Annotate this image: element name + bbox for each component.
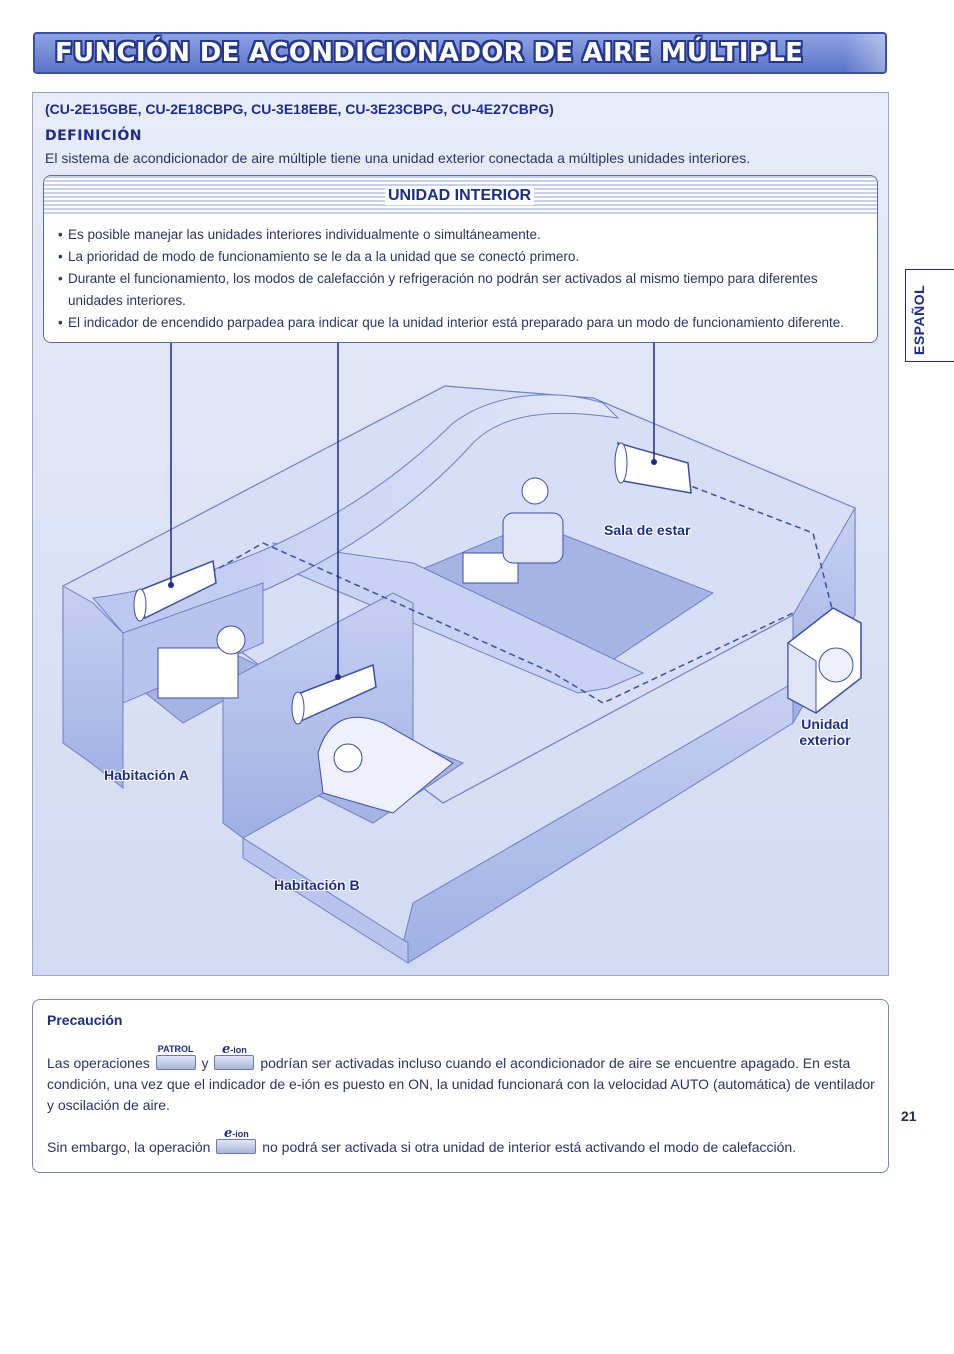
indoor-unit-title: UNIDAD INTERIOR [385, 187, 534, 205]
eion-e: e [222, 1042, 231, 1057]
house-illustration [33, 343, 889, 975]
page-title-banner [33, 32, 887, 74]
eion-label [217, 1123, 255, 1145]
living-room-label: Sala de estar [604, 522, 691, 538]
page-number: 21 [901, 1108, 917, 1124]
caution-text: Las operaciones [47, 1055, 150, 1071]
caution-text: y [201, 1055, 209, 1071]
caution-text: no podrá ser activada si otra unidad de interior está activando el modo de calefacción. [262, 1139, 797, 1155]
indoor-unit-bullets [58, 224, 868, 334]
patrol-button-icon [156, 1044, 196, 1070]
outdoor-unit-label-line2: exterior [799, 732, 851, 748]
eion-button-icon [214, 1042, 254, 1070]
bullet-item: • El indicador de encendido parpadea para indicar que la unidad interior está preparado para un modo de funcionamiento diferente. [58, 312, 868, 334]
eion-label [215, 1039, 253, 1061]
indoor-unit-box [43, 175, 878, 343]
eion-rest: -ion [230, 1045, 247, 1055]
outdoor-unit-label [797, 716, 853, 748]
definition-text: El sistema de acondicionador de aire múltiple tiene una unidad exterior conectada a múltiples unidades interiores. [45, 150, 751, 166]
definition-heading: DEFINICIÓN [45, 128, 142, 144]
outdoor-unit-label-line1: Unidad [801, 716, 849, 732]
eion-rest: -ion [232, 1129, 249, 1139]
caution-text: podrían ser activadas incluso cuando el acondicionador de aire se encuentre apagado. En esta condición, una vez que el indicador de e-ión es puesto en ON, la unidad funcionará con la velocidad AUTO (automática) de ventilador y oscilación de aire. [47, 1055, 875, 1113]
room-b-label: Habitación B [274, 877, 360, 893]
caution-paragraph-1 [47, 1042, 877, 1116]
caution-text: Sin embargo, la operación [47, 1139, 211, 1155]
page-title: FUNCIÓN DE ACONDICIONADOR DE AIRE MÚLTIPLE [55, 38, 804, 68]
bullet-item: • Es posible manejar las unidades interiores individualmente o simultáneamente. [58, 224, 868, 246]
caution-paragraph-2 [47, 1126, 877, 1158]
eion-button-icon [216, 1126, 256, 1154]
caution-heading: Precaución [47, 1012, 123, 1028]
patrol-label: PATROL [157, 1044, 194, 1054]
eion-e: e [223, 1126, 233, 1141]
bullet-item: • La prioridad de modo de funcionamiento se le da a la unidad que se conectó primero. [58, 246, 868, 268]
model-list: (CU-2E15GBE, CU-2E18CBPG, CU-3E18EBE, CU-3E23CBPG, CU-4E27CBPG) [45, 101, 554, 117]
bullet-item: • Durante el funcionamiento, los modos de calefacción y refrigeración no podrán ser activados al mismo tiempo para diferentes unidades interiores. [58, 268, 868, 312]
room-a-label: Habitación A [104, 767, 190, 783]
language-tab-label: ESPAÑOL [911, 284, 927, 355]
